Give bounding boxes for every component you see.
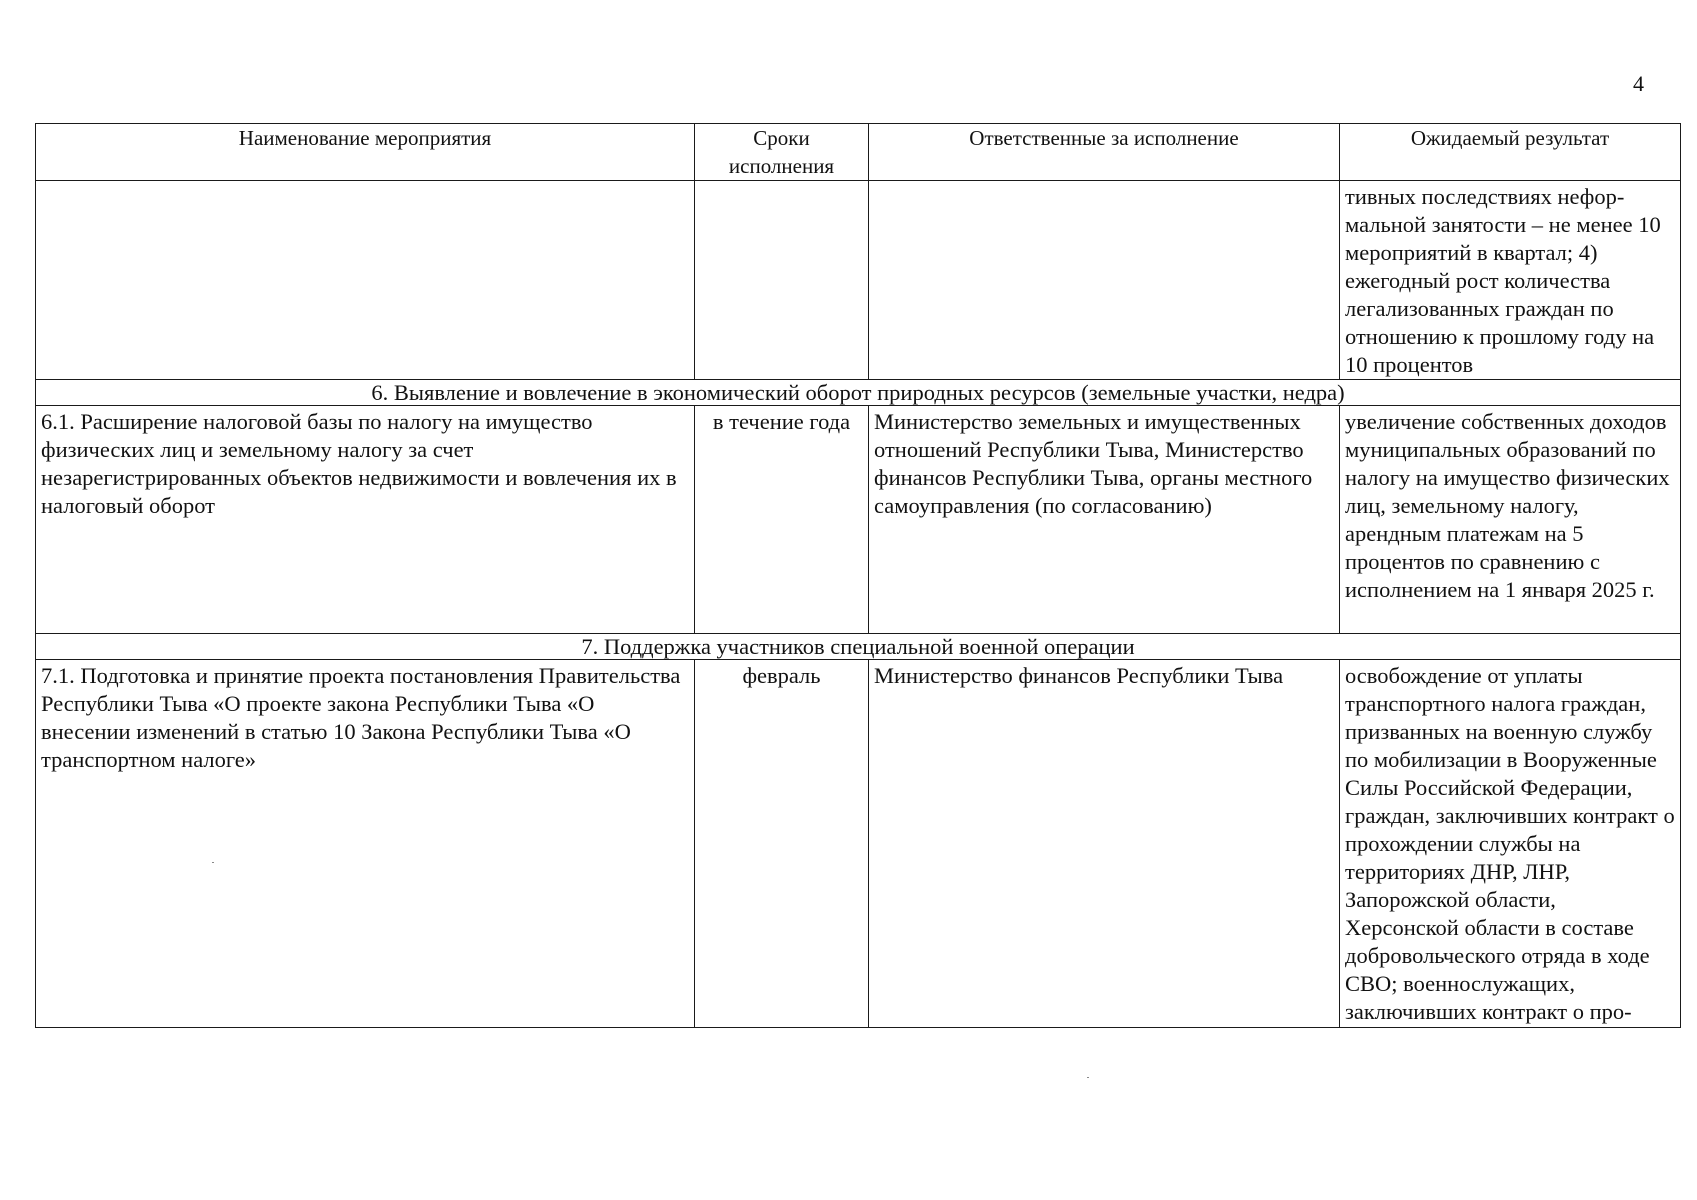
table-row-7-1 [36, 660, 1681, 1028]
section-heading-row-7 [36, 634, 1681, 660]
header-deadline: Сроки исполнения [695, 124, 869, 181]
scan-speck [212, 862, 214, 863]
section-title-7: 7. Поддержка участников специальной военной операции [36, 634, 1681, 660]
cell-expected-result: тивных последствиях нефор-мальной занятости – не менее 10 мероприятий в квартал; 4) ежегодный рост количества легализованных граждан по отношению к прошлому году на 10 процентов [1340, 181, 1681, 380]
cell-responsible [869, 181, 1340, 380]
cell-expected-result: освобождение от уплаты транспортного налога граждан, призванных на военную службу по мобилизации в Вооруженные Силы Российской Федерации, граждан, заключивших контракт о прохождении службы на территориях ДНР, ЛНР, Запорожской области, Херсонской области в составе добровольческого отряда в ходе СВО; военнослужащих, заключивших контракт о про- [1340, 660, 1681, 1028]
page-number: 4 [1633, 71, 1644, 96]
cell-responsible: Министерство финансов Республики Тыва [869, 660, 1340, 1028]
scan-speck [1087, 1077, 1089, 1078]
cell-expected-result: увеличение собственных доходов муниципальных образований по налогу на имущество физических лиц, земельному налогу, арендным платежам на 5 процентов по сравнению с исполнением на 1 января 2025 г. [1340, 406, 1681, 634]
action-plan-table [35, 123, 1681, 1028]
cell-deadline: в течение года [695, 406, 869, 634]
cell-deadline: февраль [695, 660, 869, 1028]
table-row-6-1 [36, 406, 1681, 634]
cell-event-name: 7.1. Подготовка и принятие проекта постановления Правительства Республики Тыва «О проекте закона Республики Тыва «О внесении изменений в статью 10 Закона Республики Тыва «О транспортном налоге» [36, 660, 695, 1028]
table-row-continuation [36, 181, 1681, 380]
cell-deadline [695, 181, 869, 380]
cell-responsible: Министерство земельных и имущественных отношений Республики Тыва, Министерство финансов Республики Тыва, органы местного самоуправления (по согласованию) [869, 406, 1340, 634]
section-title-6: 6. Выявление и вовлечение в экономический оборот природных ресурсов (земельные участки, недра) [36, 380, 1681, 406]
header-expected-result: Ожидаемый результат [1340, 124, 1681, 181]
section-heading-row-6 [36, 380, 1681, 406]
table-header-row [36, 124, 1681, 181]
cell-event-name [36, 181, 695, 380]
cell-event-name: 6.1. Расширение налоговой базы по налогу на имущество физических лиц и земельному налогу за счет незарегистрированных объектов недвижимости и вовлечения их в налоговый оборот [36, 406, 695, 634]
header-responsible: Ответственные за исполнение [869, 124, 1340, 181]
header-event-name: Наименование мероприятия [36, 124, 695, 181]
